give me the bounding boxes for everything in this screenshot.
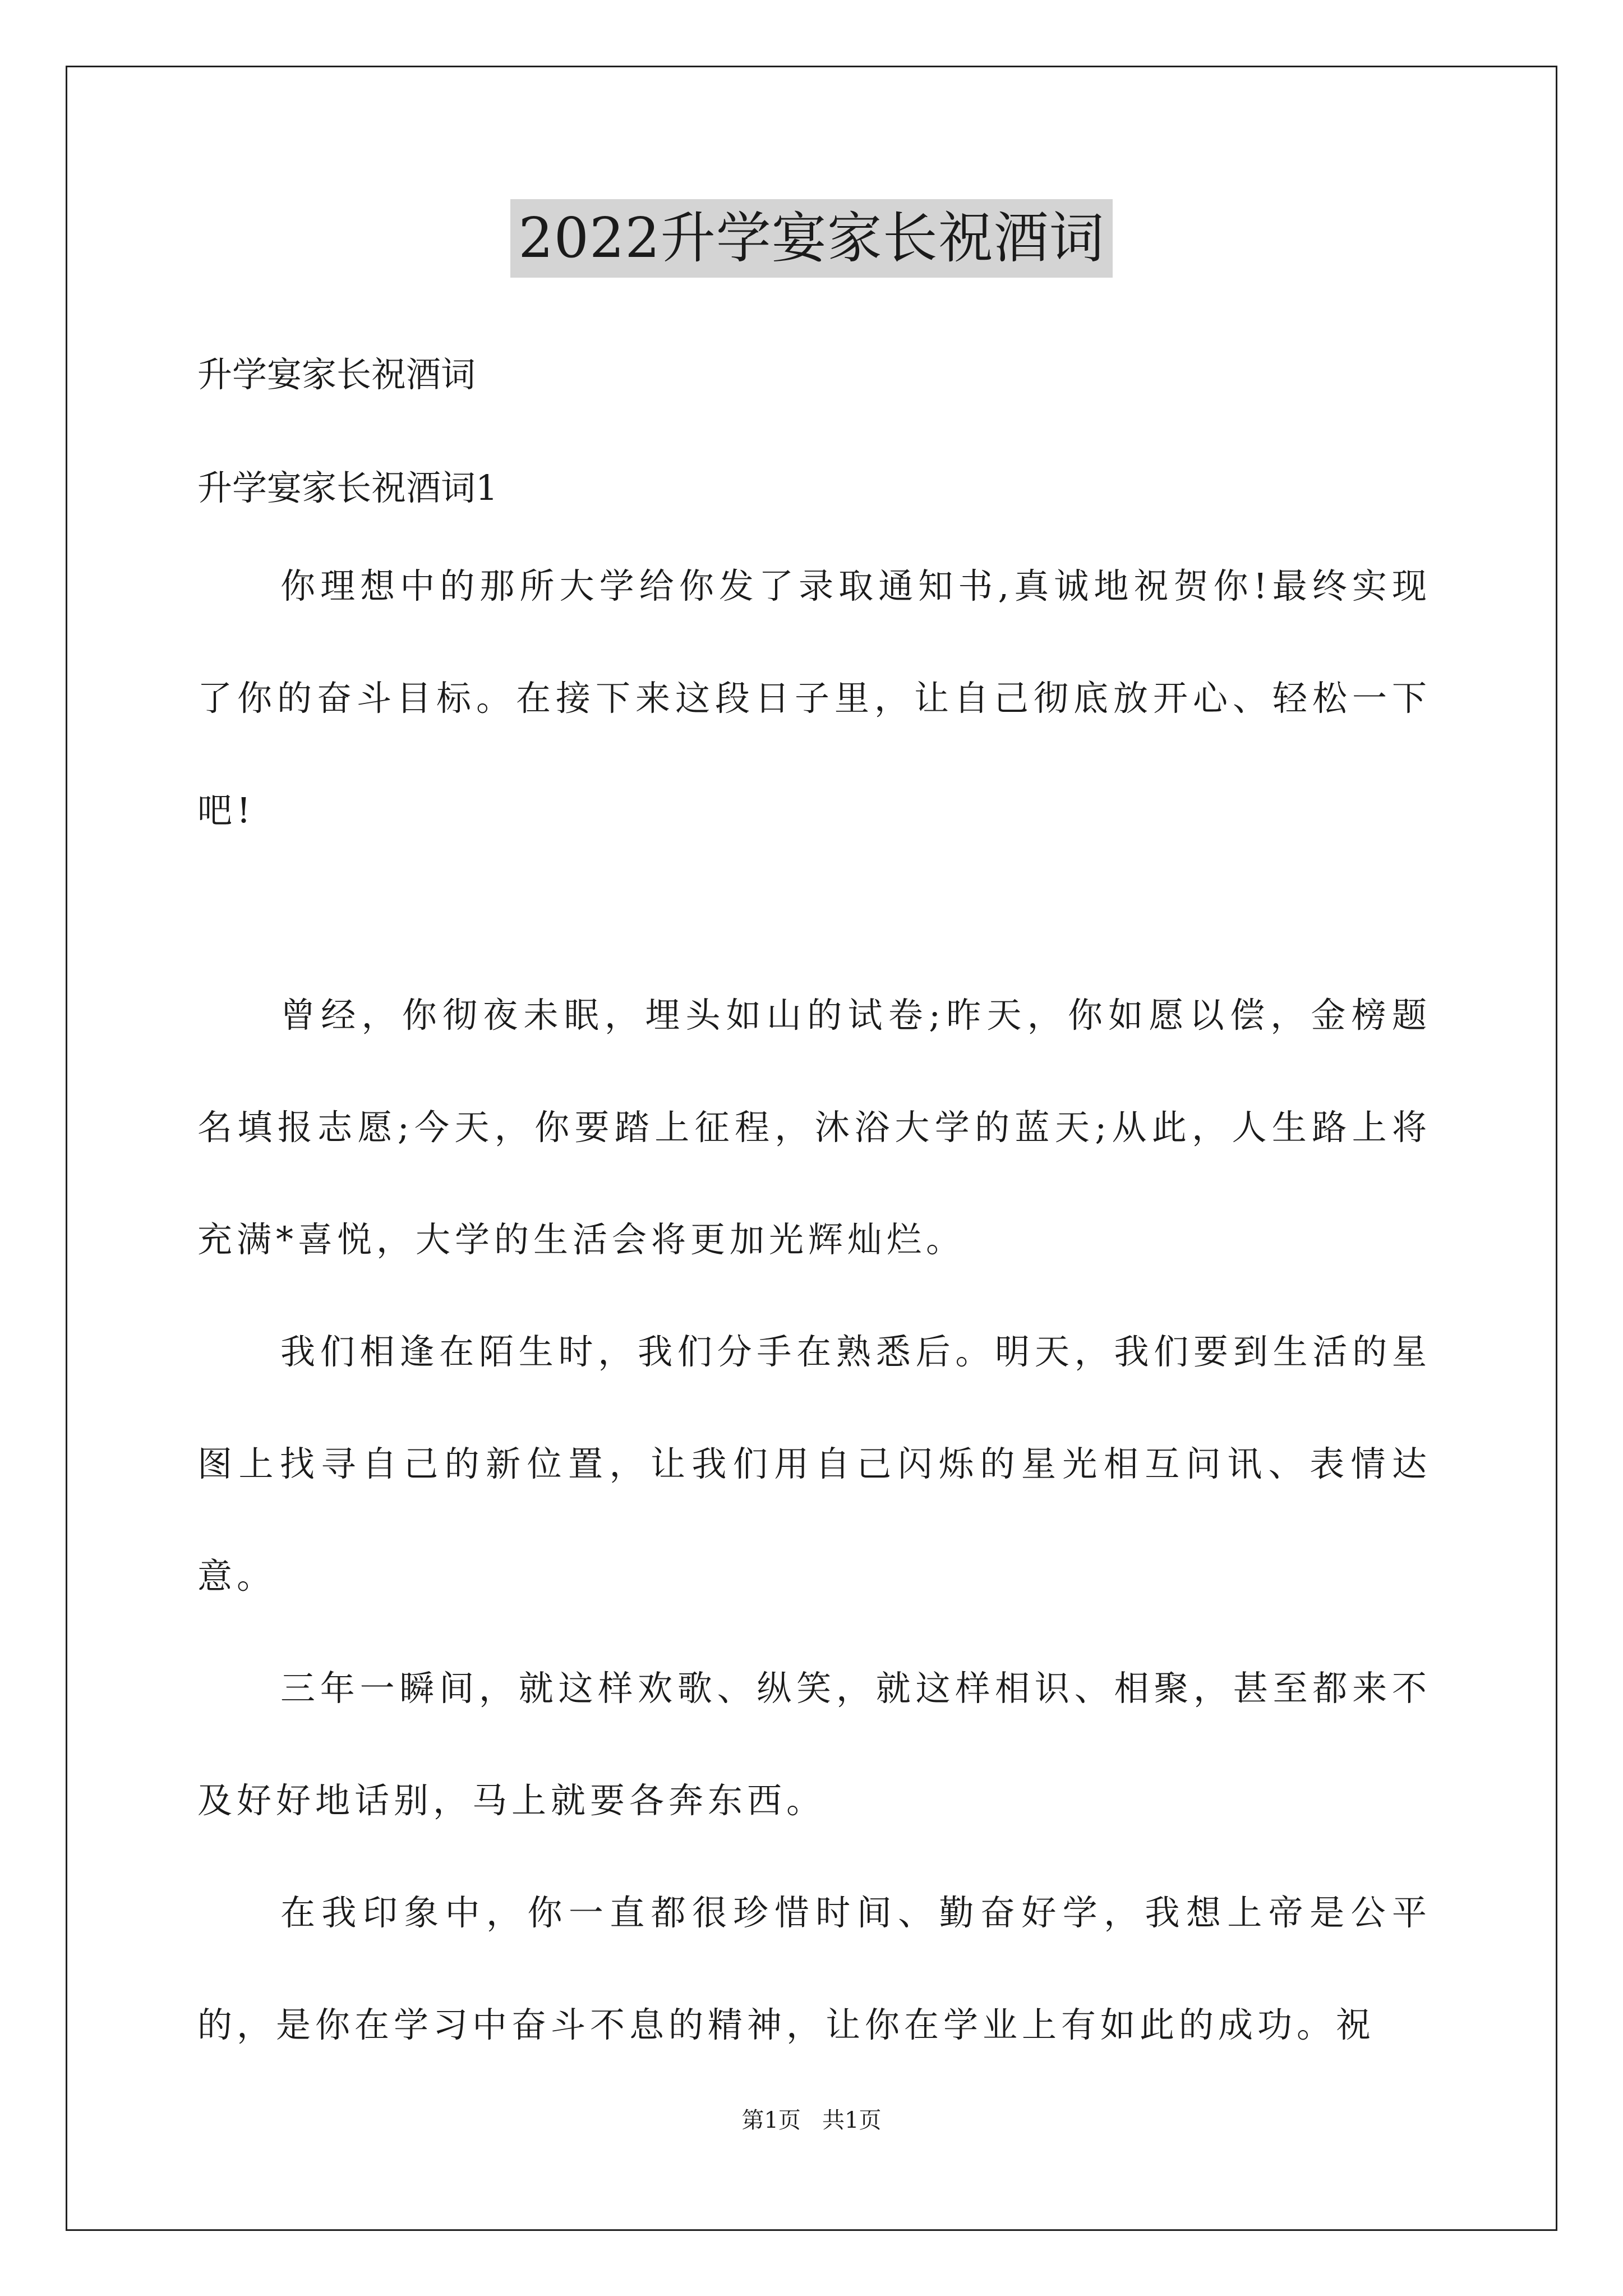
paragraph-3: 我们相逢在陌生时，我们分手在熟悉后。明天，我们要到生活的星图上找寻自己的新位置，让我们用自己闪烁的星光相互问讯、表情达意。 bbox=[197, 1331, 1431, 1596]
page-footer: 第1页 共1页 bbox=[741, 2108, 882, 2133]
paragraph-1: 你理想中的那所大学给你发了录取通知书,真诚地祝贺你!最终实现了你的奋斗目标。在接下来这段日子里，让自己彻底放开心、轻松一下吧! bbox=[197, 565, 1431, 831]
document-title: 2022升学宴家长祝酒词 bbox=[510, 199, 1112, 278]
paragraph-4: 三年一瞬间，就这样欢歌、纵笑，就这样相识、相聚，甚至都来不及好好地话别，马上就要各奔东西。 bbox=[197, 1668, 1431, 1821]
title-container bbox=[0, 199, 1623, 278]
section-heading: 升学宴家长祝酒词1 bbox=[197, 467, 498, 508]
document-subtitle: 升学宴家长祝酒词 bbox=[197, 354, 476, 395]
paragraph-2: 曾经，你彻夜未眠，埋头如山的试卷;昨天，你如愿以偿，金榜题名填报志愿;今天，你要踏上征程，沐浴大学的蓝天;从此，人生路上将充满*喜悦，大学的生活会将更加光辉灿烂。 bbox=[197, 995, 1431, 1260]
paragraph-5: 在我印象中，你一直都很珍惜时间、勤奋好学，我想上帝是公平的，是你在学习中奋斗不息的精神，让你在学业上有如此的成功。祝 bbox=[197, 1892, 1431, 2045]
